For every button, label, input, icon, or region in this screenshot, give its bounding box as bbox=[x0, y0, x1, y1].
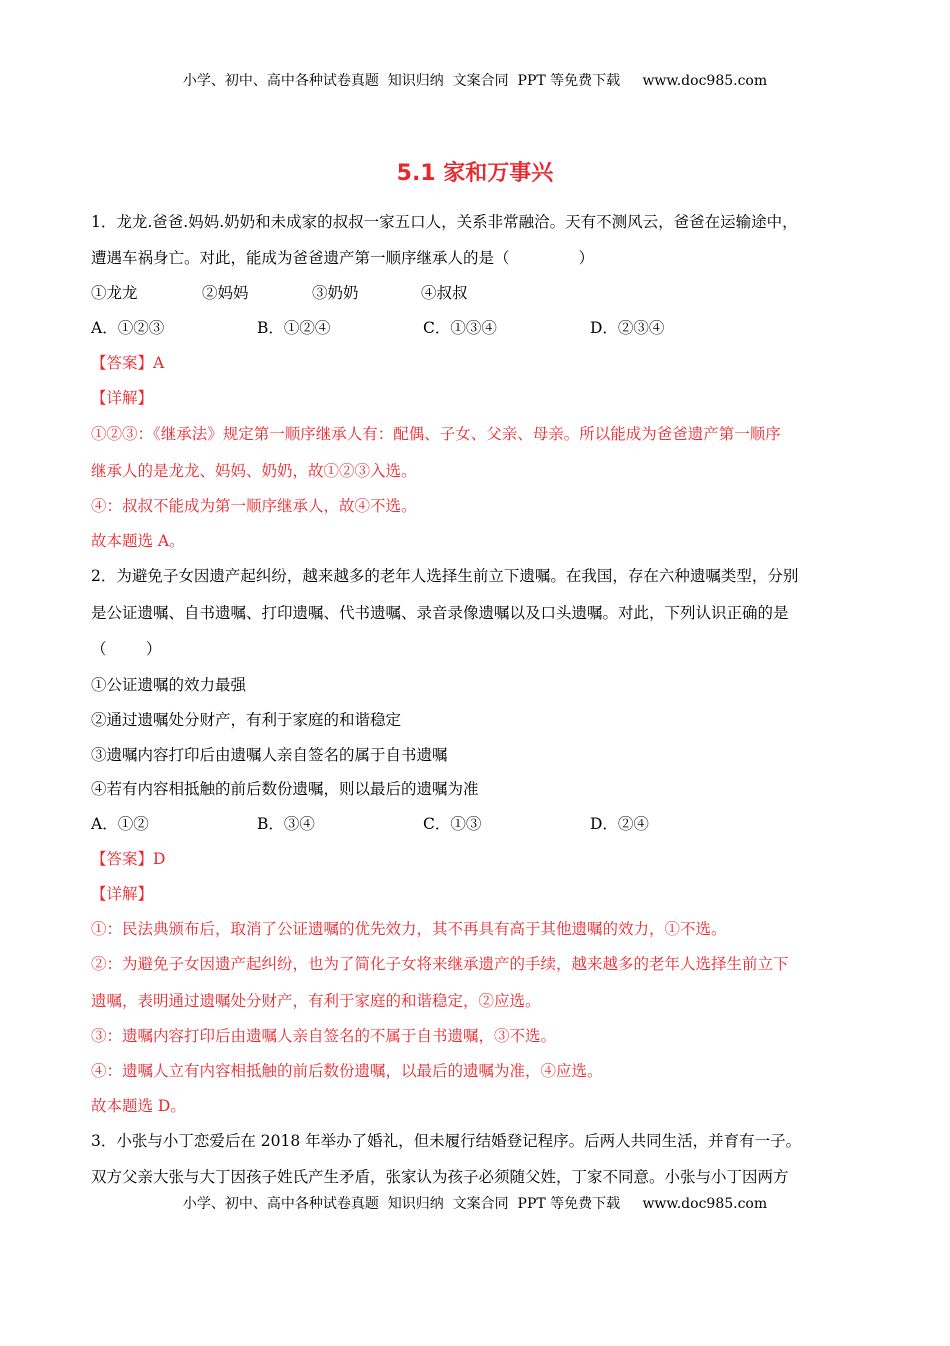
q1-option-a: A．①②③ bbox=[91, 319, 165, 337]
q2-detail-label: 【详解】 bbox=[91, 885, 154, 903]
q2-item-2: ②通过遗嘱处分财产，有利于家庭的和谐稳定 bbox=[91, 711, 402, 729]
q2-stem-line-2: 是公证遗嘱、自书遗嘱、打印遗嘱、代书遗嘱、录音录像遗嘱以及口头遗嘱。对此，下列认识正确的是 bbox=[91, 604, 789, 622]
q2-item-1: ①公证遗嘱的效力最强 bbox=[91, 676, 247, 694]
q2-explain-line-5: ④：遗嘱人立有内容相抵触的前后数份遗嘱，以最后的遗嘱为准，④应选。 bbox=[91, 1062, 603, 1080]
q2-answer bbox=[91, 849, 165, 869]
answer-value: A bbox=[153, 354, 165, 372]
q1-item-2: ②妈妈 bbox=[202, 284, 249, 302]
q2-explain-line-4: ③：遗嘱内容打印后由遗嘱人亲自签名的不属于自书遗嘱，③不选。 bbox=[91, 1027, 557, 1045]
q1-item-1: ①龙龙 bbox=[91, 284, 138, 302]
q2-stem-line-1: 2．为避免子女因遗产起纠纷，越来越多的老年人选择生前立下遗嘱。在我国，存在六种遗嘱类型，分别 bbox=[91, 567, 799, 585]
q2-item-3: ③遗嘱内容打印后由遗嘱人亲自签名的属于自书遗嘱 bbox=[91, 746, 448, 764]
q2-option-c: C．①③ bbox=[423, 815, 482, 833]
q2-item-4: ④若有内容相抵触的前后数份遗嘱，则以最后的遗嘱为准 bbox=[91, 780, 479, 798]
q2-explain-line-3: 遗嘱，表明通过遗嘱处分财产，有利于家庭的和谐稳定，②应选。 bbox=[91, 992, 541, 1010]
q1-detail-label: 【详解】 bbox=[91, 389, 154, 407]
q2-option-b: B．③④ bbox=[257, 815, 315, 833]
q2-conclusion: 故本题选 D。 bbox=[91, 1097, 186, 1115]
q1-stem-line-1: 1．龙龙.爸爸.妈妈.奶奶和未成家的叔叔一家五口人，关系非常融洽。天有不测风云，爸爸在运输途中， bbox=[91, 213, 798, 231]
answer-label: 【答案】 bbox=[91, 354, 154, 372]
q1-explain-line-3: ④：叔叔不能成为第一顺序继承人，故④不选。 bbox=[91, 497, 417, 515]
q1-conclusion: 故本题选 A。 bbox=[91, 532, 185, 550]
q1-option-d: D．②③④ bbox=[590, 319, 665, 337]
q1-option-c: C．①③④ bbox=[423, 319, 497, 337]
page-title: 5.1 家和万事兴 bbox=[396, 161, 554, 186]
q3-stem-line-1: 3．小张与小丁恋爱后在 2018 年举办了婚礼，但未履行结婚登记程序。后两人共同生活，并育有一子。 bbox=[91, 1132, 802, 1150]
q1-stem-line-2: 遭遇车祸身亡。对此，能成为爸爸遗产第一顺序继承人的是（ ） bbox=[91, 249, 594, 267]
q1-item-3: ③奶奶 bbox=[312, 284, 359, 302]
answer-label: 【答案】 bbox=[91, 850, 154, 868]
q2-option-a: A．①② bbox=[91, 815, 149, 833]
q2-explain-line-1: ①：民法典颁布后，取消了公证遗嘱的优先效力，其不再具有高于其他遗嘱的效力，①不选。 bbox=[91, 920, 727, 938]
q1-item-4: ④叔叔 bbox=[421, 284, 468, 302]
q1-explain-line-1: ①②③：《继承法》规定第一顺序继承人有：配偶、子女、父亲、母亲。所以能成为爸爸遗产第一顺序 bbox=[91, 425, 781, 443]
q1-explain-line-2: 继承人的是龙龙、妈妈、奶奶，故①②③入选。 bbox=[91, 462, 417, 480]
q2-stem-line-3: （ ） bbox=[91, 640, 162, 658]
q1-option-b: B．①②④ bbox=[257, 319, 331, 337]
q3-stem-line-2: 双方父亲大张与大丁因孩子姓氏产生矛盾，张家认为孩子必须随父姓，丁家不同意。小张与小丁因两方 bbox=[91, 1168, 789, 1186]
page-footer: 小学、初中、高中各种试卷真题 知识归纳 文案合同 PPT 等免费下载 www.doc985.com bbox=[182, 1196, 768, 1212]
q2-option-d: D．②④ bbox=[590, 815, 649, 833]
page-header: 小学、初中、高中各种试卷真题 知识归纳 文案合同 PPT 等免费下载 www.doc985.com bbox=[182, 73, 768, 89]
q1-answer bbox=[91, 353, 164, 373]
answer-value: D bbox=[153, 850, 166, 868]
q2-explain-line-2: ②：为避免子女因遗产起纠纷，也为了简化子女将来继承遗产的手续，越来越多的老年人选择生前立下 bbox=[91, 955, 789, 973]
